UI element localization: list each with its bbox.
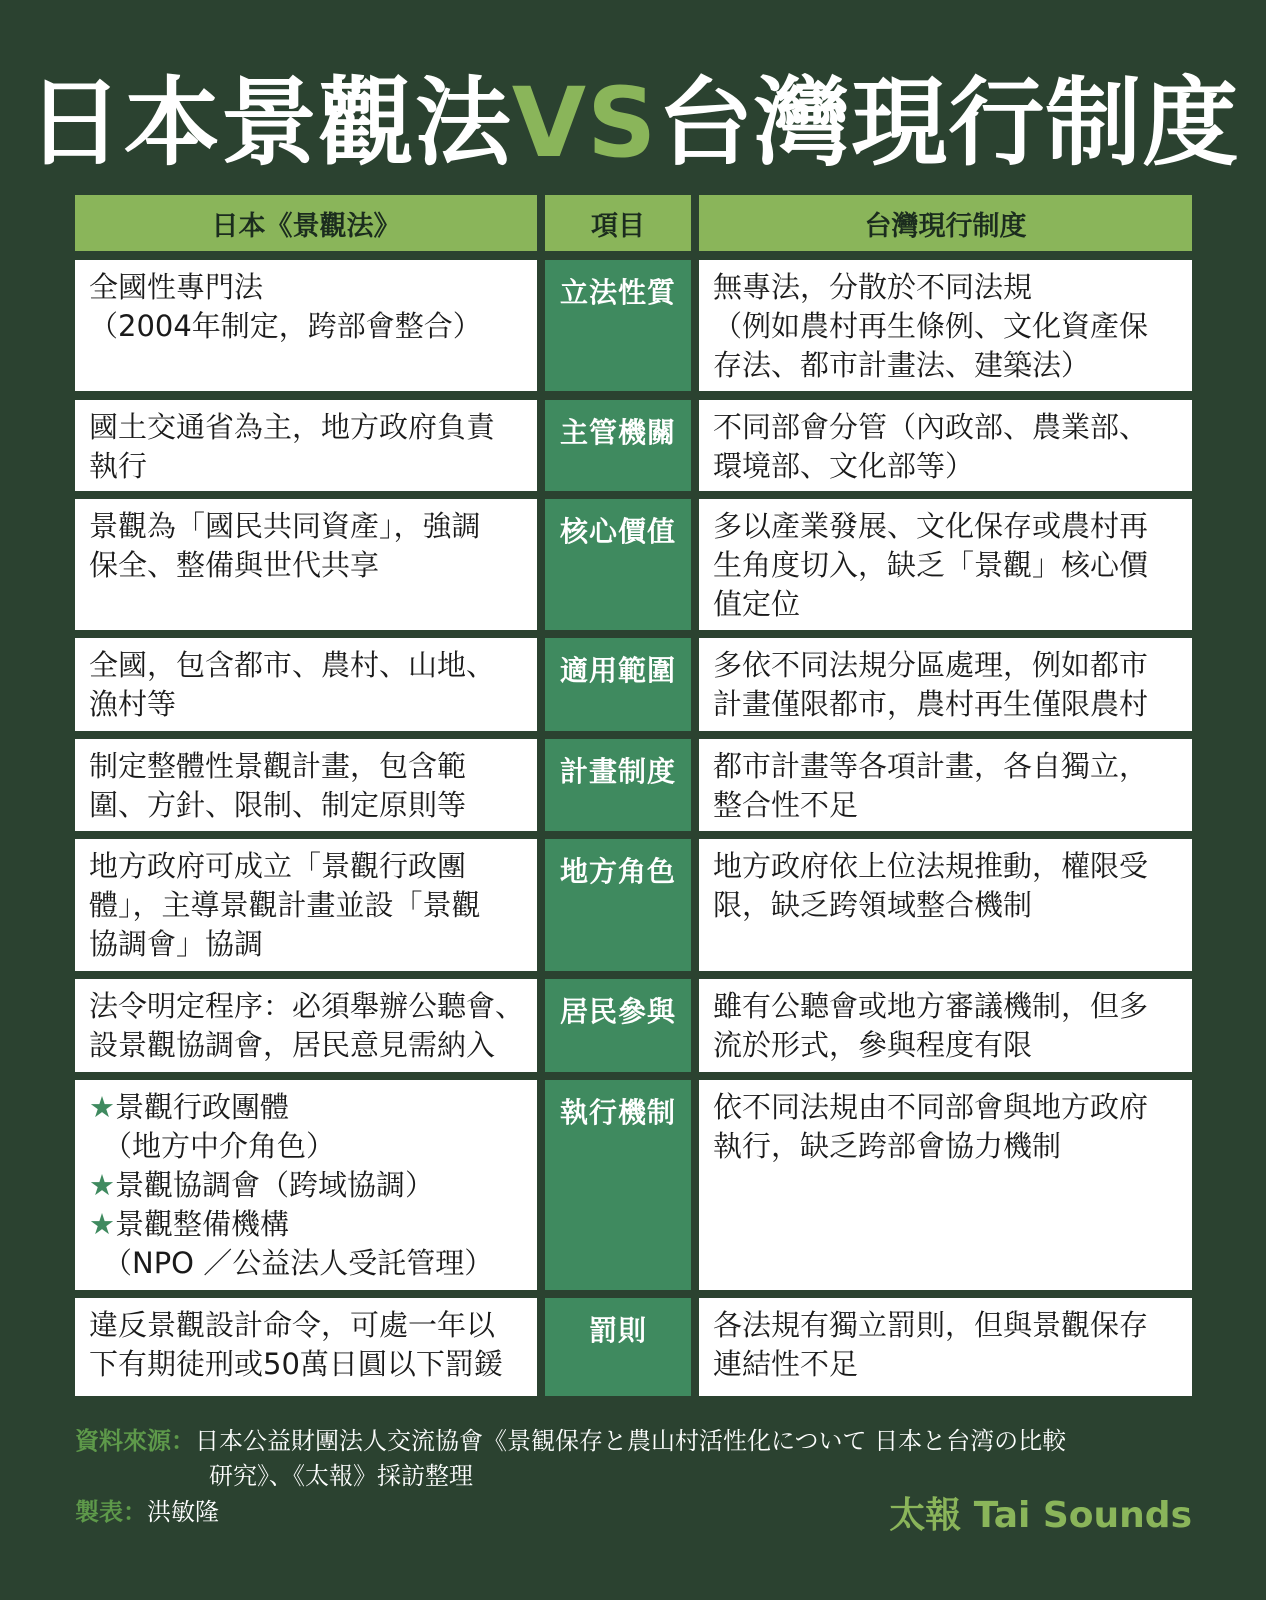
star-icon: ★: [89, 1090, 115, 1124]
japan-cell-line: 圍、方針、限制、制定原則等: [89, 788, 467, 822]
title-japan: 日本景觀法: [26, 67, 512, 179]
title-taiwan: 台灣現行制度: [657, 67, 1240, 179]
taiwan-cell: [699, 1298, 1192, 1396]
taiwan-cell-line: 多依不同法規分區處理，例如都市: [713, 648, 1149, 682]
taiwan-cell-line: 各法規有獨立罰則，但與景觀保存: [713, 1308, 1149, 1342]
taiwan-cell-line: （例如農村再生條例、文化資產保: [713, 309, 1149, 343]
taiwan-cell: [699, 979, 1192, 1072]
japan-cell: [75, 979, 537, 1072]
taiwan-cell: [699, 739, 1192, 831]
source-note-line-2: [209, 1459, 473, 1493]
taiwan-cell-line: 無專法，分散於不同法規: [713, 270, 1033, 304]
source-note: [75, 1424, 1066, 1458]
item-label: 適用範圍: [545, 638, 691, 731]
item-label: 罰則: [545, 1298, 691, 1396]
star-icon: ★: [89, 1168, 115, 1202]
japan-cell-line: 設景觀協調會，居民意見需納入: [89, 1028, 496, 1062]
japan-cell: [75, 638, 537, 731]
japan-cell-line: 全國，包含都市、農村、山地、: [89, 648, 496, 682]
japan-cell-line: ★景觀行政團體: [89, 1090, 290, 1124]
japan-cell-line: 協調會」協調: [89, 927, 264, 961]
taiwan-cell-line: 都市計畫等各項計畫，各自獨立，: [713, 749, 1149, 783]
taiwan-cell-line: 地方政府依上位法規推動，權限受: [713, 849, 1149, 883]
maker-name: 洪敏隆: [147, 1498, 219, 1526]
japan-cell-line: 體」，主導景觀計畫並設「景觀: [89, 888, 481, 922]
source-label: 資料來源：: [75, 1427, 195, 1455]
taiwan-cell-line: 整合性不足: [713, 788, 859, 822]
japan-cell-line: （NPO ／公益法人受託管理）: [103, 1246, 494, 1280]
taiwan-cell: [699, 638, 1192, 731]
header-item: 項目: [545, 195, 691, 251]
maker-label: 製表：: [75, 1498, 147, 1526]
japan-cell-line: 漁村等: [89, 687, 177, 721]
japan-cell: [75, 739, 537, 831]
taiwan-cell-line: 多以產業發展、文化保存或農村再: [713, 509, 1149, 543]
japan-cell-line: ★景觀協調會（跨域協調）: [89, 1168, 435, 1202]
star-icon: ★: [89, 1207, 115, 1241]
header-japan: 日本《景觀法》: [75, 195, 537, 251]
japan-cell-line: （地方中介角色）: [103, 1129, 336, 1163]
taiwan-cell-line: 不同部會分管（內政部、農業部、: [713, 410, 1149, 444]
japan-cell-line: ★景觀整備機構: [89, 1207, 290, 1241]
japan-cell-line: 法令明定程序：必須舉辦公聽會、: [89, 989, 525, 1023]
japan-cell: [75, 400, 537, 491]
japan-cell-line: 制定整體性景觀計畫，包含範: [89, 749, 467, 783]
japan-cell-line: 違反景觀設計命令，可處一年以: [89, 1308, 496, 1342]
taiwan-cell-line: 計畫僅限都市，農村再生僅限農村: [713, 687, 1149, 721]
taiwan-cell-line: 存法、都市計畫法、建築法）: [713, 348, 1091, 382]
title-vs: VS: [511, 67, 658, 179]
japan-cell: [75, 499, 537, 630]
item-label: 立法性質: [545, 260, 691, 391]
japan-cell: [75, 1080, 537, 1290]
taiwan-cell: [699, 499, 1192, 630]
japan-cell: [75, 839, 537, 971]
taiwan-cell-line: 依不同法規由不同部會與地方政府: [713, 1090, 1149, 1124]
brand-logo-text: 太報 Tai Sounds: [889, 1495, 1192, 1536]
taiwan-cell: [699, 839, 1192, 971]
taiwan-cell-line: 連結性不足: [713, 1347, 859, 1381]
taiwan-cell: [699, 400, 1192, 491]
taiwan-cell: [699, 260, 1192, 391]
taiwan-cell-line: 限，缺乏跨領域整合機制: [713, 888, 1033, 922]
taiwan-cell-line: 環境部、文化部等）: [713, 449, 975, 483]
taiwan-cell-line: 流於形式，參與程度有限: [713, 1028, 1033, 1062]
japan-cell-line: 保全、整備與世代共享: [89, 548, 380, 582]
taiwan-cell-line: 值定位: [713, 587, 801, 621]
taiwan-cell-line: 執行，缺乏跨部會協力機制: [713, 1129, 1062, 1163]
taiwan-cell-line: 雖有公聽會或地方審議機制，但多: [713, 989, 1149, 1023]
japan-cell-line: 執行: [89, 449, 148, 483]
japan-cell-line: 國土交通省為主，地方政府負責: [89, 410, 496, 444]
japan-cell-line: 下有期徒刑或50萬日圓以下罰鍰: [89, 1347, 503, 1381]
item-label: 核心價值: [545, 499, 691, 630]
item-label: 主管機關: [545, 400, 691, 491]
item-label: 計畫制度: [545, 739, 691, 831]
taiwan-cell: [699, 1080, 1192, 1290]
source-text-line-2: 研究》、《太報》採訪整理: [209, 1462, 473, 1490]
japan-cell-line: 全國性專門法: [89, 270, 264, 304]
maker-note: [75, 1495, 219, 1529]
japan-cell-line: 景觀為「國民共同資產」，強調: [89, 509, 481, 543]
item-label: 地方角色: [545, 839, 691, 971]
source-text-line-1: 日本公益財團法人交流協會《景観保存と農山村活性化について 日本と台湾の比較: [195, 1427, 1067, 1455]
item-label: 居民參與: [545, 979, 691, 1072]
japan-cell: [75, 260, 537, 391]
japan-cell-line: 地方政府可成立「景觀行政團: [89, 849, 467, 883]
taiwan-cell-line: 生角度切入，缺乏「景觀」核心價: [713, 548, 1149, 582]
japan-cell: [75, 1298, 537, 1396]
japan-cell-line: （2004年制定，跨部會整合）: [89, 309, 482, 343]
item-label: 執行機制: [545, 1080, 691, 1290]
header-taiwan: 台灣現行制度: [699, 195, 1192, 251]
